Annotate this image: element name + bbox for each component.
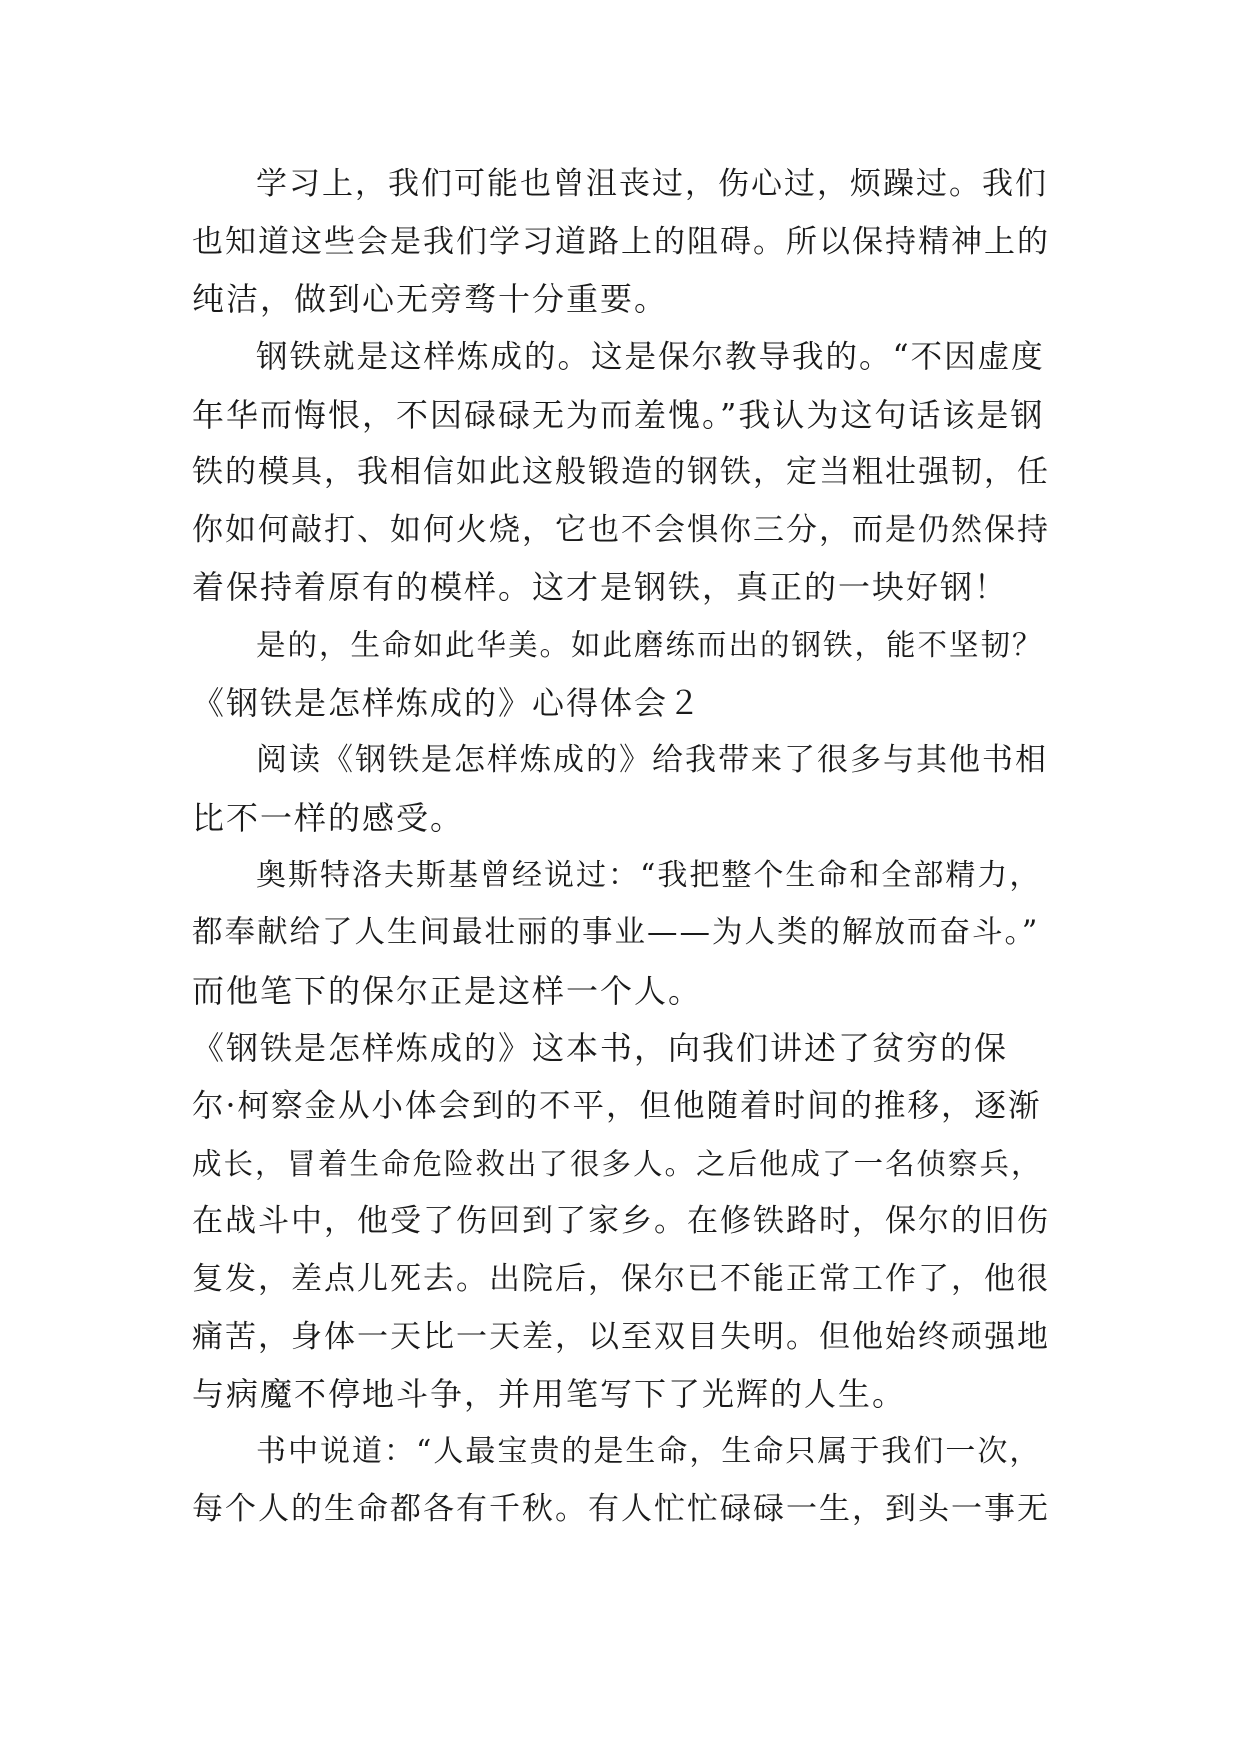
text-line: 书中说道：“人最宝贵的是生命，生命只属于我们一次，: [256, 1434, 1042, 1469]
text-line: 每个人的生命都各有千秋。有人忙忙碌碌一生，到头一事无: [192, 1491, 1050, 1527]
text-line: 与病魔不停地斗争，并用笔写下了光辉的人生。: [192, 1375, 907, 1413]
text-line: 钢铁就是这样炼成的。这是保尔教导我的。“不因虚度: [256, 339, 1045, 375]
text-line: 都奉献给了人生间最壮丽的事业——为人类的解放而奋斗。”: [192, 915, 1040, 950]
text-line: 比不一样的感受。: [192, 799, 465, 837]
text-line: 着保持着原有的模样。这才是钢铁，真正的一块好钢！: [192, 568, 1009, 606]
section-heading: 《钢铁是怎样炼成的》心得体会２: [192, 684, 703, 722]
text-line: 在战斗中，他受了伤回到了家乡。在修铁路时，保尔的旧伤: [192, 1203, 1050, 1239]
text-line: 奥斯特洛夫斯基曾经说过：“我把整个生命和全部精力，: [256, 858, 1042, 893]
text-line: 而他笔下的保尔正是这样一个人。: [192, 972, 703, 1010]
text-line: 年华而悔恨，不因碌碌无为而羞愧。”我认为这句话该是钢: [192, 396, 1045, 434]
text-line: 纯洁，做到心无旁骛十分重要。: [192, 280, 669, 318]
text-line: 学习上，我们可能也曾沮丧过，伤心过，烦躁过。我们: [256, 166, 1048, 202]
text-line: 阅读《钢铁是怎样炼成的》给我带来了很多与其他书相: [256, 742, 1048, 778]
text-line: 痛苦，身体一天比一天差，以至双目失明。但他始终顽强地: [192, 1319, 1050, 1355]
text-line: 是的，生命如此华美。如此磨练而出的钢铁，能不坚韧？: [256, 628, 1044, 662]
text-line: 你如何敲打、如何火烧，它也不会惧你三分，而是仍然保持: [192, 512, 1050, 548]
text-line: 铁的模具，我相信如此这般锻造的钢铁，定当粗壮强韧，任: [192, 454, 1050, 490]
text-line: 《钢铁是怎样炼成的》这本书，向我们讲述了贫穷的保: [192, 1029, 1009, 1067]
text-line: 也知道这些会是我们学习道路上的阻碍。所以保持精神上的: [192, 224, 1050, 260]
text-line: 成长，冒着生命危险救出了很多人。之后他成了一名侦察兵，: [192, 1147, 1043, 1181]
text-line: 复发，差点儿死去。出院后，保尔已不能正常工作了，他很: [192, 1261, 1050, 1297]
text-line: 尔·柯察金从小体会到的不平，但他随着时间的推移，逐渐: [192, 1088, 1042, 1124]
